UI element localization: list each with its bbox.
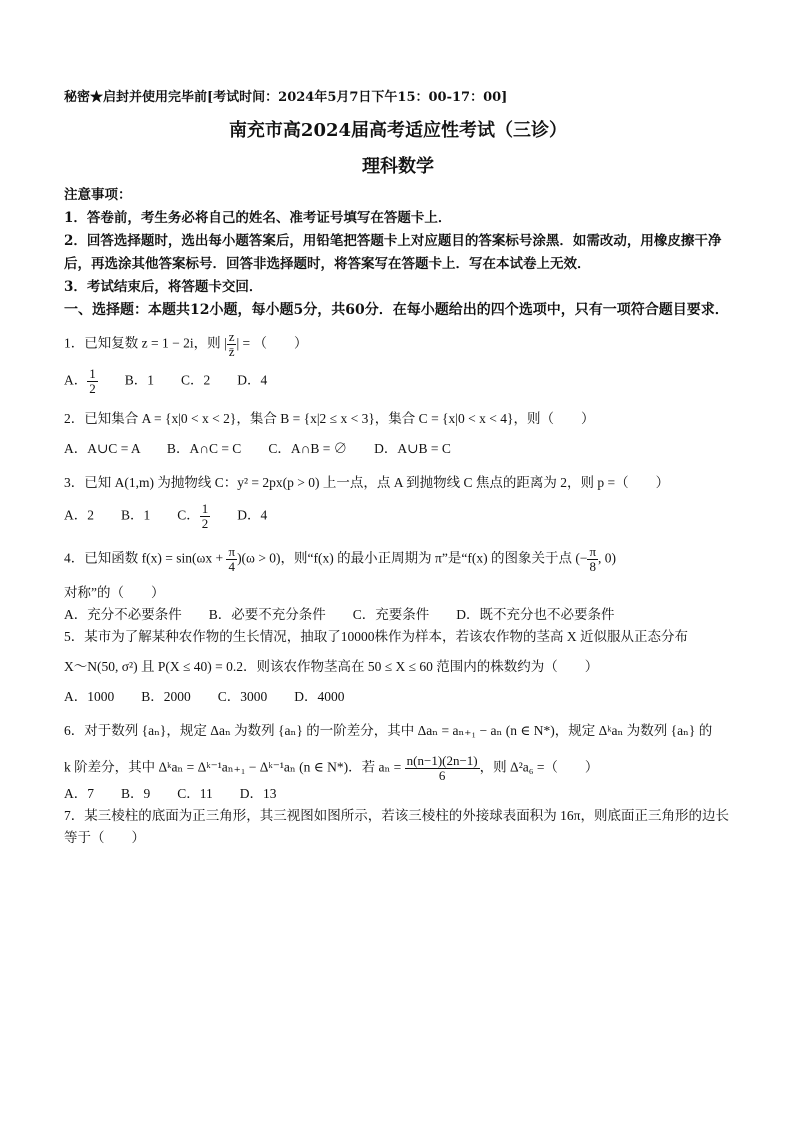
q4-fraction-1 [226,545,237,574]
question-3-options [64,502,732,531]
q1-text-b: | = （ ） [236,335,308,351]
q3-opt-post: D．4 [210,507,268,523]
note-item-1: 1．答卷前，考生务必将自己的姓名、准考证号填写在答题卡上． [64,210,452,226]
section-heading: 一、选择题：本题共12小题，每小题5分，共60分．在每小题给出的四个选项中，只有一项符合题目要求． [64,302,729,318]
q4-frac2-den: 8 [589,559,596,574]
question-5-stem-2: X～N(50, σ²) 且 P(X ≤ 40) = 0.2．则该农作物茎高在 50 ≤ X ≤ 60 范围内的株数约为（ ） [64,659,599,674]
q6-frac-den: 6 [438,768,446,783]
note-item-2: 2．回答选择题时，选出每小题答案后，用铅笔把答题卡上对应题目的答案标号涂黑．如需改动，用橡皮擦干净后，再选涂其他答案标号．回答非选择题时，将答案写在答题卡上．写在本试卷上无效． [64,233,722,272]
question-6-options: A．7 B．9 C．11 D．13 [64,786,277,801]
question-4-stem [64,545,732,574]
question-7-stem: 7．某三棱柱的底面为正三角形，其三视图如图所示，若该三棱柱的外接球表面积为 16π，则底面正三角形的边长等于（ ） [64,808,729,845]
question-5-options: A．1000 B．2000 C．3000 D．4000 [64,689,345,704]
q4-text-c: , 0) [598,550,617,566]
question-4-stem-cont: 对称”的（ ） [64,585,165,600]
exam-subject: 理科数学 [362,156,434,177]
question-5-stem-1: 5．某市为了解某种农作物的生长情况，抽取了10000株作为样本，若该农作物的茎高 X 近似服从正态分布 [64,629,688,644]
q1-frac-den: z̄ [228,344,235,359]
q4-frac1-num: π [228,544,236,559]
q6-text-a: k 阶差分，其中 Δᵏaₙ = Δᵏ⁻¹aₙ₊₁ − Δᵏ⁻¹aₙ (n ∈ N*)．若 aₙ = [64,759,405,775]
question-3-stem: 3．已知 A(1,m) 为抛物线 C：y² = 2px(p > 0) 上一点，点 A 到抛物线 C 焦点的距离为 2，则 p =（ ） [64,475,670,490]
q1-opt-rest: B．1 C．2 D．4 [97,372,268,388]
q1-opt-a-label: A． [64,372,88,388]
q1-frac-num: z [228,329,235,344]
question-6-stem-1: 6．对于数列 {aₙ}，规定 Δaₙ 为数列 {aₙ} 的一阶差分，其中 Δaₙ = aₙ₊₁ − aₙ (n ∈ N*)，规定 Δᵏaₙ 为数列 {aₙ} 的 [64,723,713,738]
q6-frac-num: n(n−1)(2n−1) [406,753,478,768]
q4-text-b: )(ω > 0)，则“f(x) 的最小正周期为 π”是“f(x) 的图象关于点 (− [237,550,588,566]
q4-frac1-den: 4 [228,559,236,574]
note-item-3: 3．考试结束后，将答题卡交回． [64,279,263,295]
question-6-stem-2 [64,754,732,783]
q3-opt-pre: A．2 B．1 C． [64,507,200,523]
q4-text-a: 4．已知函数 f(x) = sin(ωx + [64,550,227,566]
question-2-options: A．A∪C = A B．A∩C = C C．A∩B = ∅ D．A∪B = C [64,441,451,456]
notes-heading: 注意事项： [64,187,132,203]
q3-opt-den: 2 [201,516,209,531]
q4-fraction-2 [587,545,598,574]
q1-opt-a-fraction [87,367,98,396]
exam-page [64,88,732,849]
q1-fraction [227,330,237,359]
q1-opt-a-num: 1 [89,366,96,381]
question-1-stem [64,330,732,359]
q3-opt-c-fraction [200,502,211,531]
q3-opt-num: 1 [201,501,209,516]
q1-text-a: 1．已知复数 z = 1 − 2i，则 | [64,335,227,351]
q4-frac2-num: π [589,544,597,559]
question-1-options [64,367,732,396]
q6-text-b: ，则 Δ²a₆ =（ ） [479,759,599,775]
exam-title: 南充市高2024届高考适应性考试（三诊） [228,120,568,141]
secret-notice: 秘密★启封并使用完毕前[考试时间：2024年5月7日下午15：00-17：00] [64,90,508,105]
q1-opt-a-den: 2 [89,381,96,396]
question-4-options: A．充分不必要条件 B．必要不充分条件 C．充要条件 D．既不充分也不必要条件 [64,607,615,622]
q6-fraction [405,754,480,783]
question-2-stem: 2．已知集合 A = {x|0 < x < 2}，集合 B = {x|2 ≤ x < 3}，集合 C = {x|0 < x < 4}，则（ ） [64,411,595,426]
